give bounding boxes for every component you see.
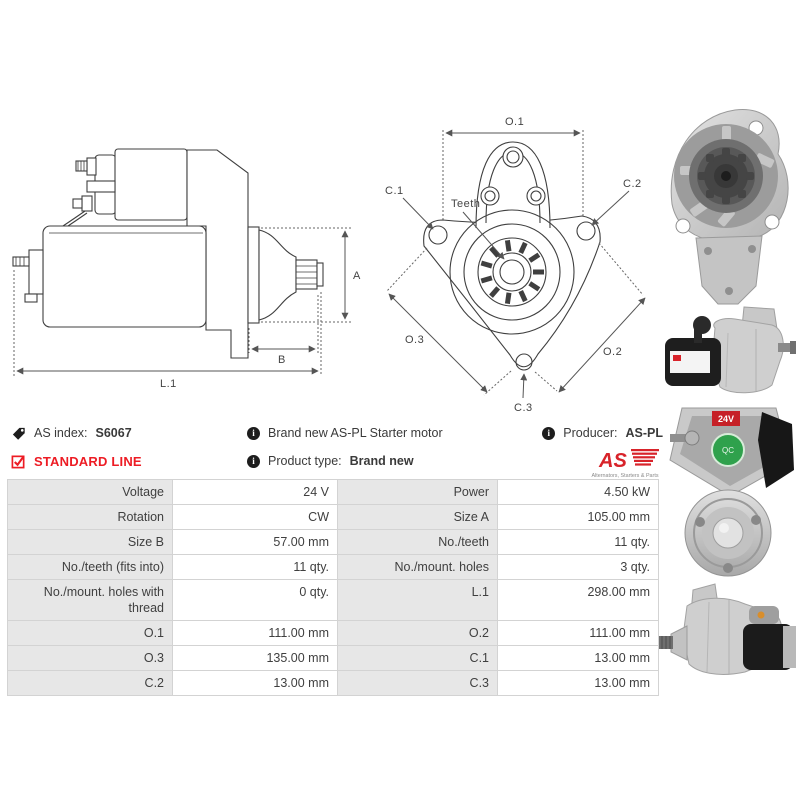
spec-row <box>8 555 659 580</box>
info-right-column <box>503 423 663 481</box>
spec-row <box>8 480 659 505</box>
producer-label: Producer: <box>563 426 618 440</box>
spec-label-cell: No./mount. holes <box>338 555 498 580</box>
spec-value-cell: CW <box>173 505 338 530</box>
spec-value-cell: 3 qty. <box>498 555 659 580</box>
info-left-column <box>11 423 142 471</box>
spec-row <box>8 580 659 621</box>
spec-value-cell: 24 V <box>173 480 338 505</box>
spec-row <box>8 671 659 696</box>
info-icon: i <box>247 427 260 440</box>
spec-row <box>8 646 659 671</box>
spec-value-cell: 13.00 mm <box>498 646 659 671</box>
dim-a-label: A <box>353 270 361 282</box>
description-line <box>247 423 443 443</box>
spec-value-cell: 11 qty. <box>498 530 659 555</box>
spec-label-cell: Voltage <box>8 480 173 505</box>
producer-line <box>542 423 663 443</box>
product-description: Brand new AS-PL Starter motor <box>268 426 443 440</box>
dim-o3-label: O.3 <box>405 334 425 346</box>
photo-side-view-right <box>660 303 800 400</box>
spec-value-cell: 105.00 mm <box>498 505 659 530</box>
dim-o2-label: O.2 <box>603 346 623 358</box>
as-index-value: S6067 <box>95 426 132 440</box>
qc-sticker: QC <box>722 446 734 455</box>
spec-label-cell: C.2 <box>8 671 173 696</box>
spec-value-cell: 13.00 mm <box>498 671 659 696</box>
as-index-label: AS index: <box>34 426 88 440</box>
standard-line-label: STANDARD LINE <box>34 453 142 469</box>
front-view-drawing <box>383 95 663 420</box>
standard-line-badge <box>11 451 142 471</box>
spec-label-cell: Size B <box>8 530 173 555</box>
spec-value-cell: 135.00 mm <box>173 646 338 671</box>
spec-label-cell: No./mount. holes with thread <box>8 580 173 621</box>
spec-label-cell: No./teeth (fits into) <box>8 555 173 580</box>
svg-text:AS: AS <box>599 450 627 472</box>
spec-label-cell: L.1 <box>338 580 498 621</box>
info-middle-column <box>247 423 443 471</box>
dim-b-label: B <box>278 354 286 366</box>
logo-tagline: Alternators, Starters & Parts <box>591 473 659 479</box>
product-type-value: Brand new <box>349 454 414 468</box>
spec-value-cell: 11 qty. <box>173 555 338 580</box>
dim-c1-label: C.1 <box>385 185 404 197</box>
spec-label-cell: Rotation <box>8 505 173 530</box>
photo-front-flange <box>660 86 800 311</box>
spec-label-cell: O.3 <box>8 646 173 671</box>
photo-side-view-left <box>657 580 800 682</box>
teeth-label: Teeth <box>451 198 481 210</box>
as-index-line <box>11 423 142 443</box>
spec-label-cell: Power <box>338 480 498 505</box>
spec-label-cell: O.1 <box>8 621 173 646</box>
voltage-sticker: 24V <box>717 414 735 424</box>
as-pl-logo <box>587 445 663 481</box>
checkbox-checked-icon <box>11 454 26 469</box>
spec-label-cell: Size A <box>338 505 498 530</box>
side-view-drawing <box>5 60 375 400</box>
product-type-label: Product type: <box>268 454 342 468</box>
spec-value-cell: 4.50 kW <box>498 480 659 505</box>
info-icon: i <box>247 455 260 468</box>
dim-c2-label: C.2 <box>623 178 642 190</box>
photo-rear-view <box>662 400 798 578</box>
spec-label-cell: C.1 <box>338 646 498 671</box>
spec-label-cell: O.2 <box>338 621 498 646</box>
spec-value-cell: 57.00 mm <box>173 530 338 555</box>
dim-o1-label: O.1 <box>505 116 525 128</box>
product-type-line <box>247 451 443 471</box>
spec-value-cell: 111.00 mm <box>498 621 659 646</box>
tag-icon <box>11 426 26 441</box>
spec-row <box>8 530 659 555</box>
spec-label-cell: No./teeth <box>338 530 498 555</box>
producer-value: AS-PL <box>625 426 663 440</box>
spec-value-cell: 0 qty. <box>173 580 338 621</box>
spec-value-cell: 13.00 mm <box>173 671 338 696</box>
spec-row <box>8 621 659 646</box>
spec-row <box>8 505 659 530</box>
spec-table <box>7 479 659 696</box>
spec-label-cell: C.3 <box>338 671 498 696</box>
dim-c3-label: C.3 <box>514 402 533 414</box>
info-icon: i <box>542 427 555 440</box>
spec-value-cell: 298.00 mm <box>498 580 659 621</box>
dim-l1-label: L.1 <box>160 378 177 390</box>
spec-value-cell: 111.00 mm <box>173 621 338 646</box>
